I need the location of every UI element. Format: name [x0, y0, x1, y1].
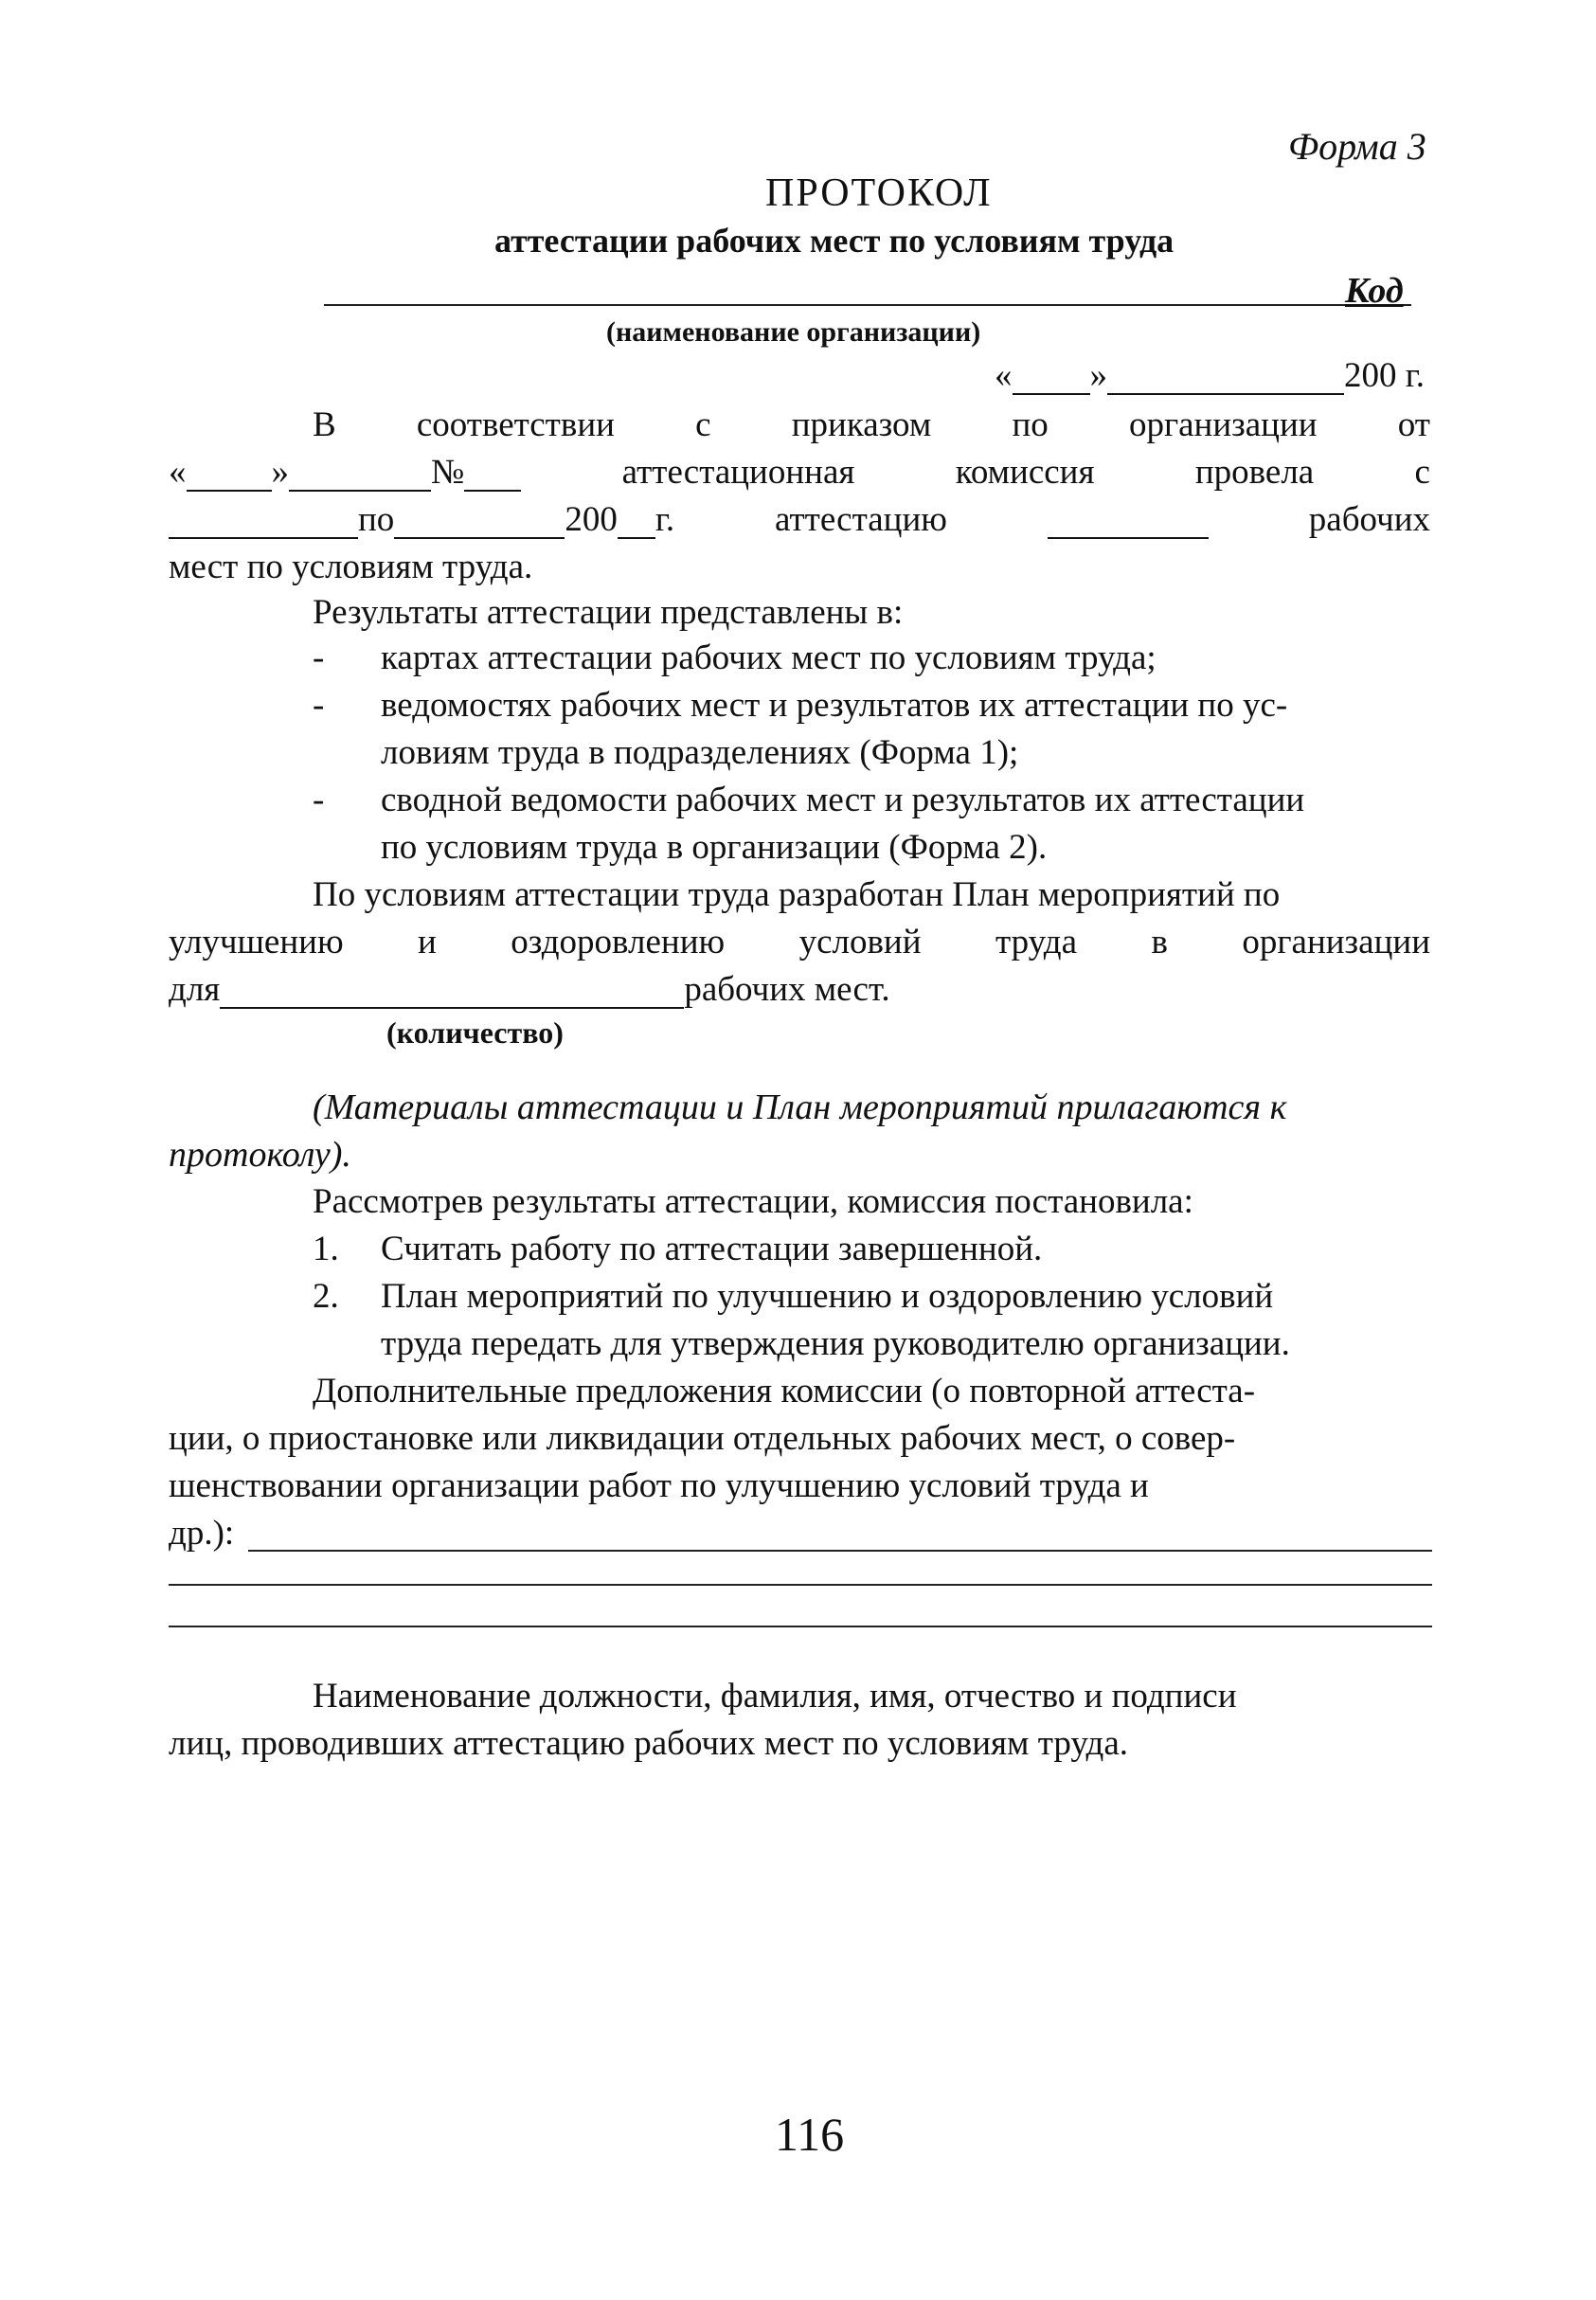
list-item: ловиям труда в подразделениях (Форма 1);	[381, 733, 1019, 772]
proposals-blank-line	[169, 1584, 1432, 1586]
count-blank	[1048, 502, 1209, 539]
intro-word: по	[1012, 405, 1049, 444]
intro-word: аттестацию	[775, 500, 947, 539]
organization-caption: (наименование организации)	[606, 316, 981, 348]
order-date: « » №	[169, 455, 521, 492]
bullet: -	[313, 638, 325, 677]
list-item: ведомостях рабочих мест и результатов их аттестации по ус-	[381, 686, 1288, 725]
intro-word: приказом	[791, 405, 932, 444]
bullet: -	[313, 781, 325, 819]
period: по 200 г.	[169, 502, 674, 539]
intro-line-3	[169, 502, 1430, 539]
list-item: по условиям труда в организации (Форма 2).	[381, 828, 1048, 867]
signatures-line-1: Наименование должности, фамилия, имя, отчество и подписи	[313, 1677, 1237, 1716]
page-title: ПРОТОКОЛ	[765, 171, 993, 215]
quantity-caption: (количество)	[386, 1015, 564, 1050]
date-line	[995, 358, 1425, 395]
code-label: Код	[1345, 271, 1404, 311]
proposals-line-4: др.):	[169, 1514, 235, 1553]
signatures-line-2: лиц, проводивших аттестацию рабочих мест по условиям труда.	[169, 1724, 1129, 1763]
quantity-blank	[220, 972, 684, 1009]
intro-word: рабочих	[1308, 500, 1430, 539]
proposals-line-2: ции, о приостановке или ликвидации отдельных рабочих мест, о совер-	[169, 1419, 1236, 1458]
intro-word: с	[695, 405, 711, 444]
organization-line	[324, 304, 1411, 306]
bullet: -	[313, 686, 325, 725]
form-label: Форма 3	[1288, 125, 1426, 168]
proposals-blank-line	[248, 1550, 1432, 1552]
intro-word: комиссия	[955, 453, 1095, 492]
intro-word: аттестационная	[621, 453, 855, 492]
plan-line-3: для рабочих мест.	[169, 970, 890, 1009]
results-heading: Результаты аттестации представлены в:	[313, 593, 904, 632]
page-number: 116	[775, 2108, 845, 2161]
quote-open: «	[995, 356, 1013, 395]
intro-word: с	[1414, 453, 1430, 492]
month-blank	[1107, 358, 1344, 395]
decision-item: План мероприятий по улучшению и оздоровлению условий	[381, 1277, 1274, 1316]
decision-item: Считать работу по аттестации завершенной.	[381, 1230, 1043, 1268]
note-line-1: (Материалы аттестации и План мероприятий прилагаются к	[313, 1087, 1287, 1127]
proposals-line-3: шенствовании организации работ по улучшению условий труда и	[169, 1466, 1149, 1505]
decision-item: труда передать для утверждения руководителю организации.	[381, 1324, 1290, 1363]
plan-word: оздоровлению	[511, 923, 726, 961]
note-line-2: протоколу).	[169, 1135, 351, 1175]
item-number: 2.	[313, 1277, 339, 1316]
decision-heading: Рассмотрев результаты аттестации, комиссия постановила:	[313, 1182, 1193, 1221]
plan-line-2	[169, 925, 1430, 960]
intro-line-1	[313, 407, 1430, 442]
intro-word: В	[313, 405, 336, 444]
page-subtitle: аттестации рабочих мест по условиям труда	[494, 222, 1175, 260]
quote-close: »	[1089, 356, 1107, 395]
list-item: картах аттестации рабочих мест по условиям труда;	[381, 638, 1157, 677]
plan-word: улучшению	[169, 923, 344, 961]
plan-word: условий	[798, 923, 922, 961]
year-text: 200 г.	[1344, 356, 1426, 395]
intro-word: организации	[1128, 405, 1318, 444]
item-number: 1.	[313, 1230, 339, 1268]
intro-line-4: мест по условиям труда.	[169, 548, 533, 586]
day-blank	[1013, 358, 1090, 395]
intro-word: от	[1397, 405, 1430, 444]
plan-word: в	[1151, 923, 1168, 961]
proposals-blank-line	[169, 1626, 1432, 1627]
list-item: сводной ведомости рабочих мест и результатов их аттестации	[381, 781, 1305, 819]
intro-word: провела	[1194, 453, 1315, 492]
proposals-line-1: Дополнительные предложения комиссии (о повторной аттеста-	[313, 1372, 1256, 1411]
intro-word: соответствии	[416, 405, 615, 444]
intro-line-2	[169, 455, 1430, 492]
plan-line-1: По условиям аттестации труда разработан План мероприятий по	[313, 875, 1281, 914]
number-sign: №	[431, 453, 465, 492]
plan-word: и	[418, 923, 437, 961]
plan-word: организации	[1242, 923, 1430, 961]
plan-word: труда	[995, 923, 1078, 961]
